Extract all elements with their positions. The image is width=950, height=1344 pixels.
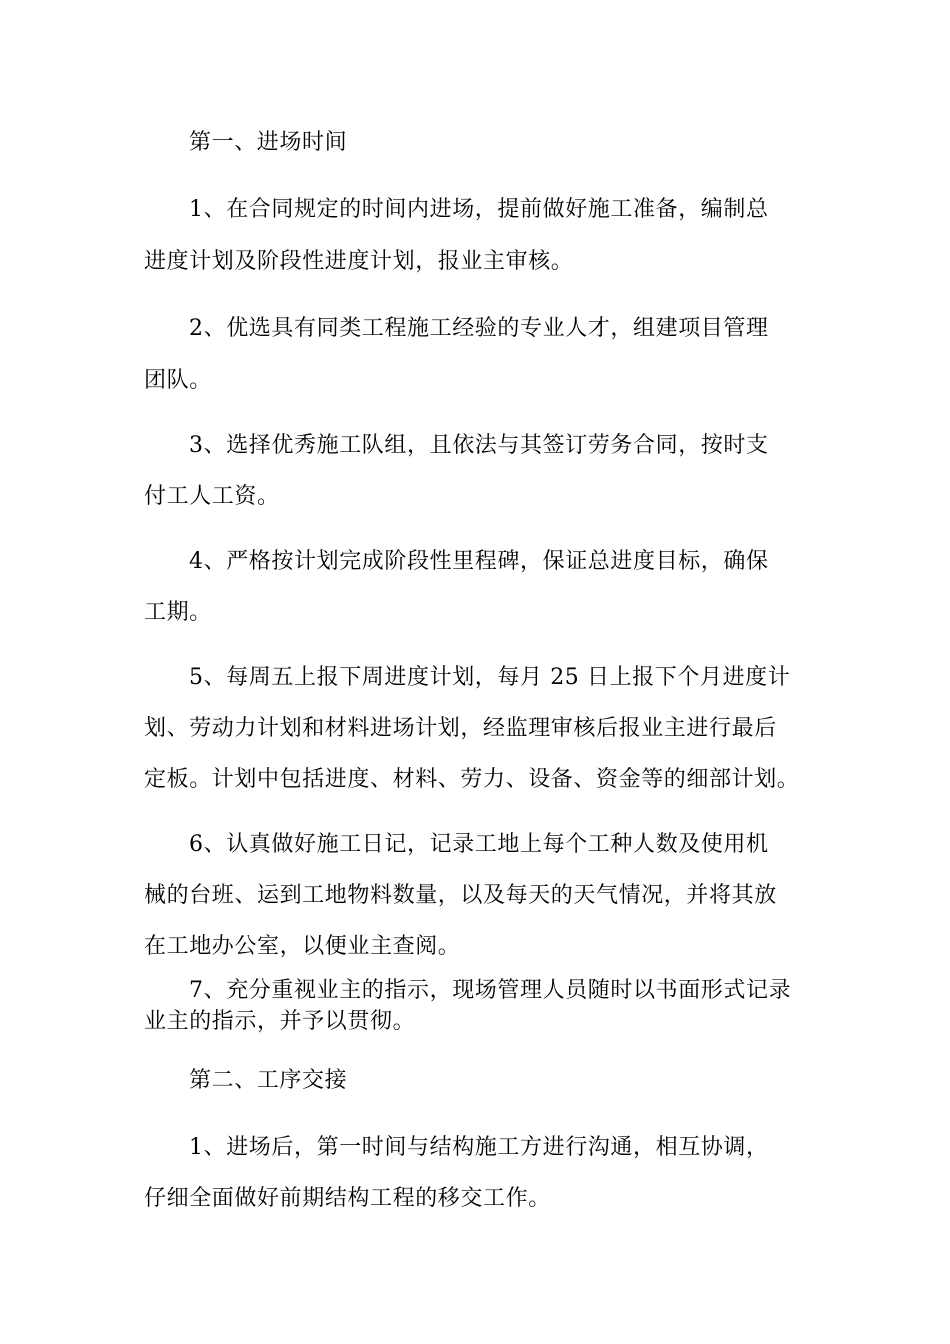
item-5-line-1: 5、每周五上报下周进度计划，每月 25 日上报下个月进度计 [189, 665, 791, 690]
item-7-line-2: 业主的指示，并予以贯彻。 [144, 1009, 416, 1034]
item-3-line-1: 3、选择优秀施工队组，且依法与其签订劳务合同，按时支 [189, 433, 769, 458]
item-3-line-2: 付工人工资。 [144, 484, 280, 509]
section-heading: 第一、进场时间 [189, 130, 348, 155]
item-4-line-1: 4、严格按计划完成阶段性里程碑，保证总进度目标，确保 [189, 549, 769, 574]
item-7-line-1: 7、充分重视业主的指示，现场管理人员随时以书面形式记录 [189, 978, 792, 1003]
item-2-line-2: 团队。 [144, 368, 212, 393]
item-6-line-2: 械的台班、运到工地物料数量，以及每天的天气情况，并将其放 [144, 883, 777, 908]
section-heading: 第二、工序交接 [189, 1068, 348, 1093]
item-5-line-3: 定板。计划中包括进度、材料、劳力、设备、资金等的细部计划。 [144, 767, 800, 792]
item-1-line-1: 1、进场后，第一时间与结构施工方进行沟通，相互协调， [189, 1135, 769, 1160]
item-1-line-2: 进度计划及阶段性进度计划，报业主审核。 [144, 249, 574, 274]
item-1-line-2: 仔细全面做好前期结构工程的移交工作。 [144, 1186, 551, 1211]
item-6-line-1: 6、认真做好施工日记，记录工地上每个工种人数及使用机 [189, 832, 769, 857]
item-5-line-2: 划、劳动力计划和材料进场计划，经监理审核后报业主进行最后 [144, 716, 777, 741]
item-6-line-3: 在工地办公室，以便业主查阅。 [144, 934, 461, 959]
item-1-line-1: 1、在合同规定的时间内进场，提前做好施工准备，编制总 [189, 197, 769, 222]
item-4-line-2: 工期。 [144, 600, 212, 625]
item-2-line-1: 2、优选具有同类工程施工经验的专业人才，组建项目管理 [189, 316, 769, 341]
